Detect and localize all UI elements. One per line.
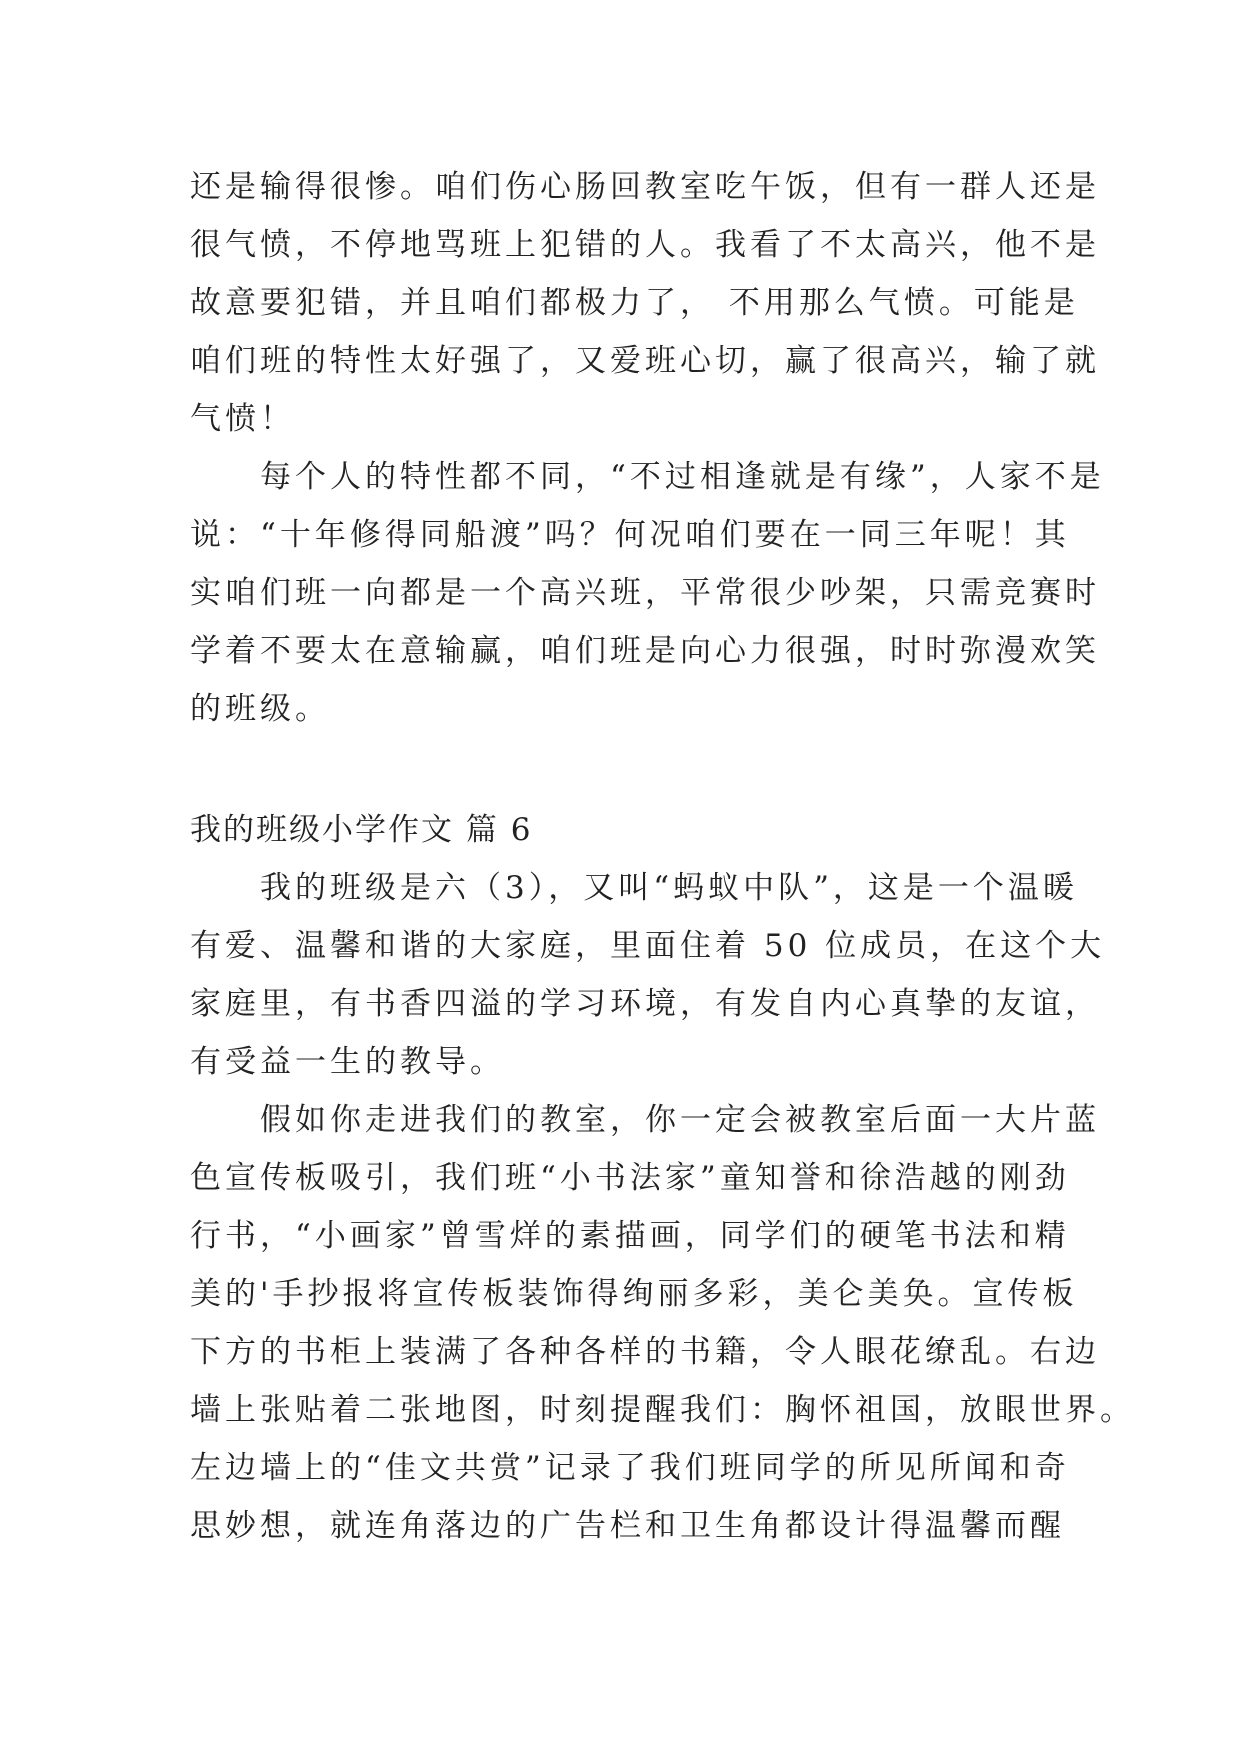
paragraph-line: 说：“十年修得同船渡”吗？何况咱们要在一同三年呢！其 bbox=[190, 517, 1070, 553]
paragraph-line: 思妙想，就连角落边的广告栏和卫生角都设计得温馨而醒 bbox=[190, 1508, 1065, 1544]
paragraph-line: 每个人的特性都不同，“不过相逢就是有缘”，人家不是 bbox=[260, 459, 1105, 495]
essay-section-continued bbox=[190, 158, 1105, 738]
paragraph-line: 行书，“小画家”曾雪烊的素描画，同学们的硬笔书法和精 bbox=[190, 1218, 1070, 1254]
paragraph-line: 假如你走进我们的教室，你一定会被教室后面一大片蓝 bbox=[260, 1102, 1100, 1138]
paragraph-line: 下方的书柜上装满了各种各样的书籍，令人眼花缭乱。右边 bbox=[190, 1334, 1100, 1370]
paragraph-line: 很气愤，不停地骂班上犯错的人。我看了不太高兴，他不是 bbox=[190, 227, 1100, 263]
paragraph-line: 实咱们班一向都是一个高兴班，平常很少吵架，只需竞赛时 bbox=[190, 575, 1100, 611]
paragraph-line: 学着不要太在意输赢，咱们班是向心力很强，时时弥漫欢笑 bbox=[190, 633, 1100, 669]
paragraph-line: 我的班级是六（3），又叫“蚂蚁中队”，这是一个温暖 bbox=[260, 870, 1078, 906]
paragraph-line: 故意要犯错，并且咱们都极力了， 不用那么气愤。可能是 bbox=[190, 285, 1079, 321]
paragraph-line: 家庭里，有书香四溢的学习环境，有发自内心真挚的友谊， bbox=[190, 986, 1100, 1022]
paragraph-line: 的班级。 bbox=[190, 691, 330, 727]
paragraph-line: 咱们班的特性太好强了，又爱班心切，赢了很高兴，输了就 bbox=[190, 343, 1100, 379]
essay-heading: 我的班级小学作文 篇 6 bbox=[190, 812, 533, 848]
paragraph-line: 有爱、温馨和谐的大家庭，里面住着 50 位成员，在这个大 bbox=[190, 928, 1106, 964]
paragraph-line: 气愤！ bbox=[190, 401, 295, 437]
paragraph-line: 美的'手抄报将宣传板装饰得绚丽多彩，美仑美奂。宣传板 bbox=[190, 1276, 1078, 1312]
paragraph-line: 左边墙上的“佳文共赏”记录了我们班同学的所见所闻和奇 bbox=[190, 1450, 1070, 1486]
paragraph-line: 有受益一生的教导。 bbox=[190, 1044, 505, 1080]
paragraph-line: 墙上张贴着二张地图，时刻提醒我们：胸怀祖国，放眼世界。 bbox=[190, 1392, 1135, 1428]
paragraph-line: 色宣传板吸引，我们班“小书法家”童知誉和徐浩越的刚劲 bbox=[190, 1160, 1070, 1196]
paragraph-line: 还是输得很惨。咱们伤心肠回教室吃午饭，但有一群人还是 bbox=[190, 169, 1100, 205]
essay-section-6 bbox=[190, 859, 1135, 1555]
